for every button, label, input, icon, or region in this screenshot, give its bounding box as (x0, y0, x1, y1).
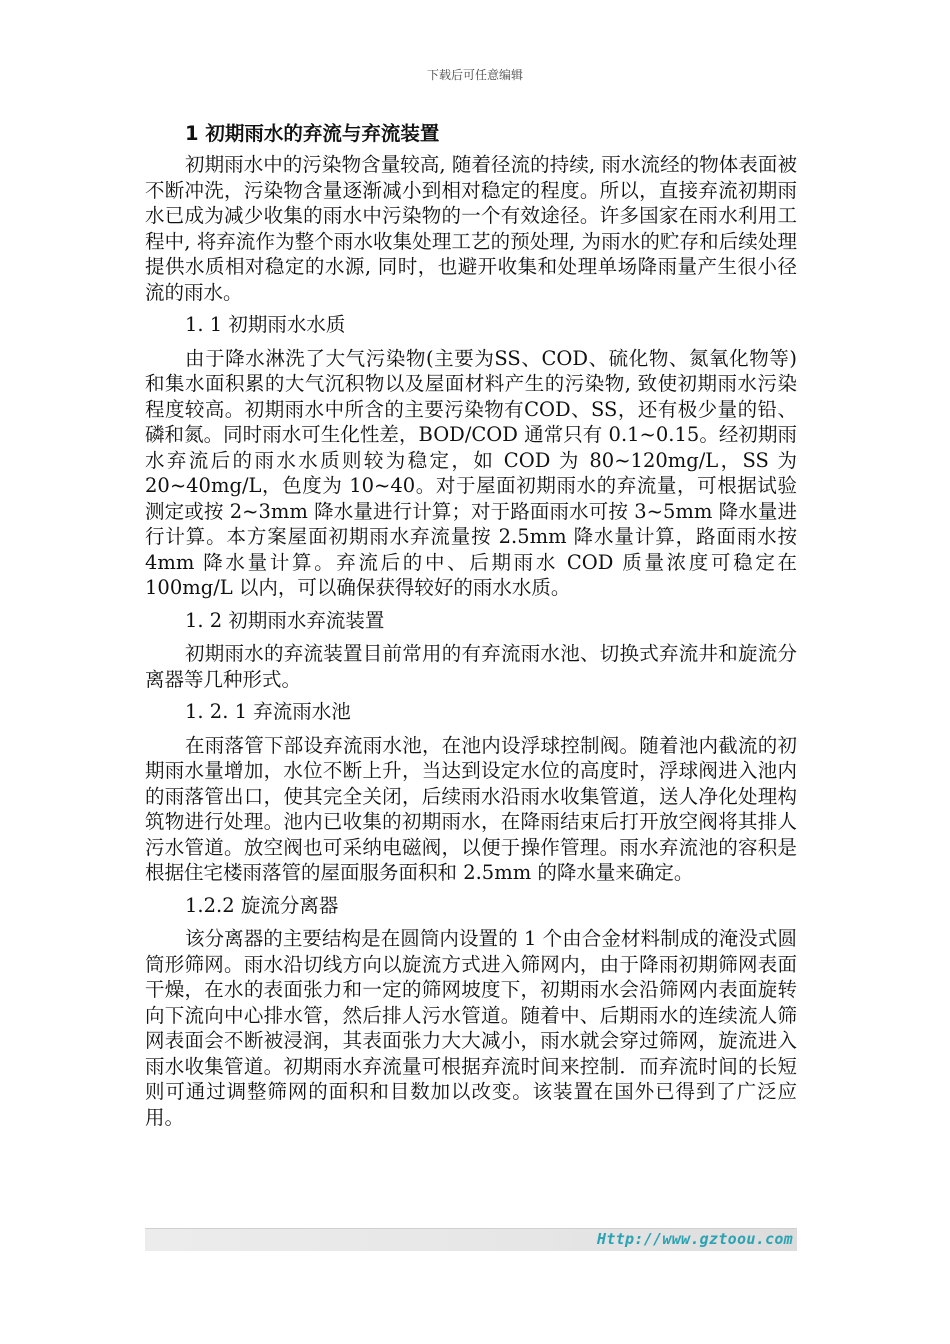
page-header: 下载后可任意编辑 (426, 68, 523, 82)
section-heading-1-2-2: 1.2.2 旋流分离器 (185, 893, 339, 917)
footer-url-link[interactable]: Http://www.gztoou.com (597, 1230, 793, 1248)
section-heading-1-1: 1. 1 初期雨水水质 (185, 313, 346, 336)
section-paragraph-1-2-1: 在雨落管下部设弃流雨水池，在池内设浮球控制阀。随着池内截流的初期雨水量增加，水位不断上升，当达到设定水位的高度时，浮球阀进入池内的雨落管出口，使其完全关闭，后续雨水沿雨水收集管道，送人净化处理构筑物进行处理。池内已收集的初期雨水，在降雨结束后打开放空阀将其排人污水管道。放空阀也可采纳电磁阀，以便于操作管理。雨水弃流池的容积是根据住宅楼雨落管的屋面服务面积和 2.5mm 的降水量来确定。 (145, 733, 797, 884)
section-paragraph-1-2-2: 该分离器的主要结构是在圆筒内设置的 1 个由合金材料制成的淹没式圆筒形筛网。雨水沿切线方向以旋流方式进入筛网内，由于降雨初期筛网表面干燥，在水的表面张力和一定的筛网坡度下，初期雨水会沿筛网内表面旋转向下流向中心排水管，然后排人污水管道。随着中、后期雨水的连续流人筛网表面会不断被浸润，其表面张力大大减小，雨水就会穿过筛网，旋流进入雨水收集管道。初期雨水弃流量可根据弃流时间来控制．而弃流时间的长短则可通过调整筛网的面积和目数加以改变。该装置在国外已得到了广泛应用。 (145, 927, 797, 1129)
section-heading-1-2-1: 1. 2. 1 弃流雨水池 (185, 700, 351, 723)
footer-bar (145, 1228, 797, 1251)
document-body (145, 120, 797, 1137)
document-title: 1 初期雨水的弃流与弃流装置 (185, 122, 440, 145)
section-paragraph-1-2: 初期雨水的弃流装置目前常用的有弃流雨水池、切换式弃流井和旋流分离器等几种形式。 (145, 642, 797, 691)
section-heading-1-2: 1. 2 初期雨水弃流装置 (185, 608, 385, 632)
intro-paragraph: 初期雨水中的污染物含量较高, 随着径流的持续, 雨水流经的物体表面被不断冲洗，污染物含量逐渐减小到相对稳定的程度。所以，直接弃流初期雨水已成为减少收集的雨水中污染物的一个有效途径。许多国家在雨水利用工程中, 将弃流作为整个雨水收集处理工艺的预处理, 为雨水的贮存和后续处理提供水质相对稳定的水源, 同时，也避开收集和处理单场降雨量产生很小径流的雨水。 (145, 153, 797, 304)
section-paragraph-1-1: 由于降水淋洗了大气污染物(主要为SS、COD、硫化物、氮氧化物等) 和集水面积累的大气沉积物以及屋面材料产生的污染物, 致使初期雨水污染程度较高。初期雨水中所含的主要污染物有COD、SS，还有极少量的铅、磷和氮。同时雨水可生化性差，BOD/COD 通常只有 0.1~0.15。经初期雨水弃流后的雨水水质则较为稳定，如 COD 为 80~120mg/L，SS 为 20~40mg/L，色度为 10~40。对于屋面初期雨水的弃流量，可根据试验测定或按 2~3mm 降水量进行计算；对于路面雨水可按 3~5mm 降水量进行计算。本方案屋面初期雨水弃流量按 2.5mm 降水量计算，路面雨水按 4mm 降水量计算。弃流后的中、后期雨水 COD 质量浓度可稳定在 100mg/L 以内，可以确保获得较好的雨水水质。 (145, 346, 797, 599)
